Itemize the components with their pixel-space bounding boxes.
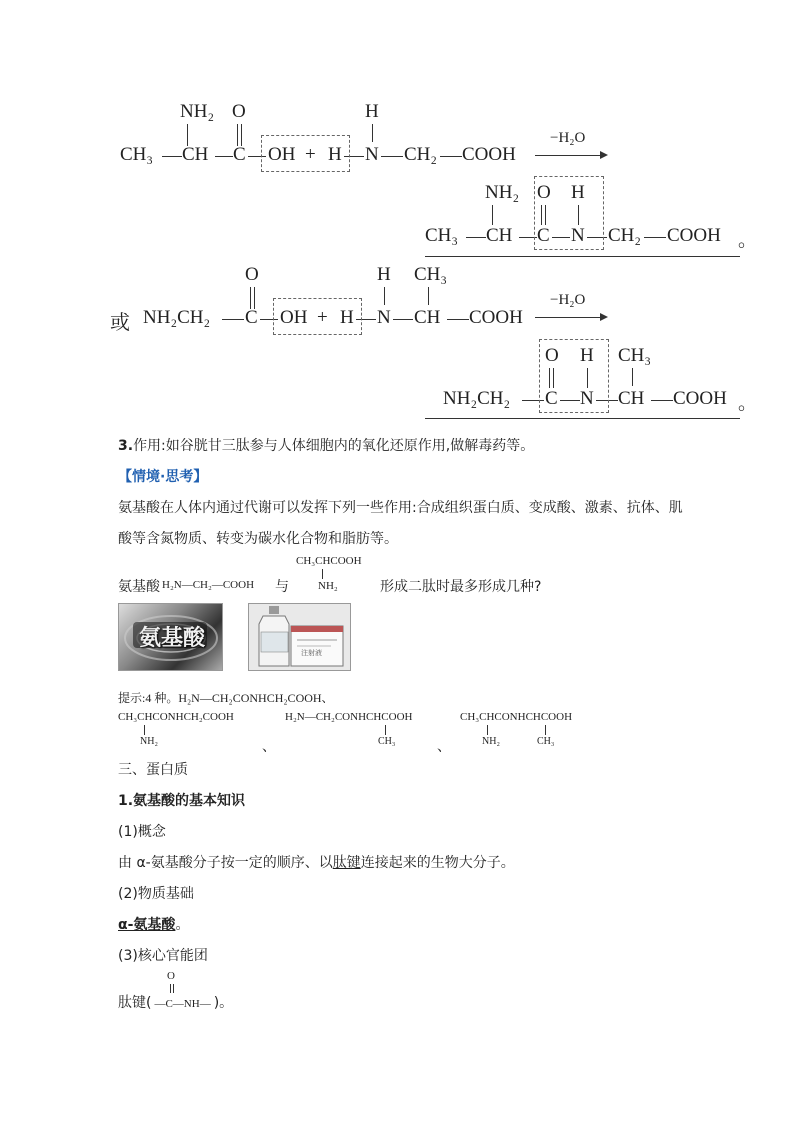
r1-hh: H — [328, 144, 342, 165]
hint-formula-3-bond-b — [545, 725, 546, 735]
r2-p-dashed-box — [539, 339, 609, 413]
protein-heading: 三、蛋白质 — [118, 762, 188, 778]
r2-arrow-head — [600, 313, 608, 321]
r2-end: 。 — [738, 393, 758, 414]
r1-p-bond — [466, 237, 486, 238]
hint-formula-2-bottom: CH₃ — [378, 736, 396, 747]
r1-p-ch3: CH₃ — [425, 225, 459, 246]
r2-hh: H — [340, 307, 354, 328]
hint-formula-1-bond — [144, 725, 145, 735]
peptide-bond-double-1 — [170, 984, 171, 993]
r1-water: −H₂O — [550, 130, 586, 146]
injection-bottle-photo — [248, 603, 351, 671]
bottle-drawing — [249, 604, 350, 670]
situation-line-1: 氨基酸在人体内通过代谢可以发挥下列一些作用:合成组织蛋白质、变成酸、激素、抗体、肌 — [118, 500, 683, 516]
r2-bond — [250, 287, 251, 309]
r1-p-c: C — [537, 225, 550, 246]
r1-bond-o1 — [237, 124, 238, 146]
r2-cooh: COOH — [469, 307, 523, 328]
r2-p-n: N — [580, 388, 594, 409]
r2-bond — [222, 319, 244, 320]
photo-text: 氨基酸 — [139, 626, 206, 651]
r1-p-bond — [644, 237, 666, 238]
r1-bond — [162, 156, 182, 157]
r2-h: H — [377, 264, 391, 285]
r1-end: 。 — [738, 230, 758, 251]
r1-bond — [215, 156, 233, 157]
peptide-bond-double-2 — [173, 984, 174, 993]
r1-p-underline — [425, 256, 740, 257]
r1-arrow-line — [535, 155, 601, 156]
section-3-text: 作用:如谷胱甘三肽参与人体细胞内的氧化还原作用,做解毒药等。 — [133, 438, 535, 454]
r2-oh: OH — [280, 307, 308, 328]
r1-o: O — [232, 101, 246, 122]
hint-formula-3-top: CH₃CHCONHCHCOOH — [460, 711, 573, 723]
r2-ch: CH — [414, 307, 441, 328]
r1-p-bond — [492, 205, 493, 225]
r1-bond-h — [372, 124, 373, 142]
r2-n: N — [377, 307, 391, 328]
hint-formula-3-bond-a — [487, 725, 488, 735]
r1-ch: CH — [182, 144, 209, 165]
situation-heading: 【情境·思考】 — [118, 469, 208, 485]
r2-p-underline — [425, 418, 740, 419]
r2-p-ch: CH — [618, 388, 645, 409]
basis-line — [118, 916, 189, 934]
situation-line-2: 酸等含氮物质、转变为碳水化合物和脂肪等。 — [118, 531, 398, 547]
r2-plus: + — [317, 307, 328, 328]
r2-water: −H₂O — [550, 292, 586, 308]
section-3-label: 3. — [118, 438, 134, 454]
question-formula-glycine: H₂N—CH₂—COOH — [162, 579, 255, 591]
r1-arrow-head — [600, 151, 608, 159]
question-prefix: 氨基酸 — [118, 579, 160, 595]
hint-sep-2: 、 — [437, 739, 451, 755]
r2-p-cooh: COOH — [673, 388, 727, 409]
r1-p-dashed-box — [534, 176, 604, 250]
r2-nh2ch2: NH₂CH₂ — [143, 307, 211, 328]
basis-end: 。 — [175, 917, 190, 933]
r1-n: N — [365, 144, 379, 165]
r2-bond — [447, 319, 469, 320]
r2-p-ch3: CH₃ — [618, 345, 652, 366]
r2-c: C — [245, 307, 258, 328]
peptide-bond-formula: —C—NH— — [154, 998, 211, 1010]
r1-bond — [440, 156, 462, 157]
r1-bond-nh2 — [187, 124, 188, 146]
bottle-label: 注射液 — [301, 649, 322, 657]
concept-key: 肽键 — [332, 855, 361, 871]
hint-formula-2-bond — [385, 725, 386, 735]
r2-dashed-box — [273, 298, 362, 335]
r1-ch3: CH₃ — [120, 144, 154, 165]
r1-c: C — [233, 144, 246, 165]
r1-p-ch: CH — [486, 225, 513, 246]
hint-formula-3-bottom-b: CH₃ — [537, 736, 555, 747]
r2-o: O — [245, 264, 259, 285]
r2-ch3: CH₃ — [414, 264, 448, 285]
r2-bond — [393, 319, 413, 320]
r2-arrow-line — [535, 317, 601, 318]
protein-sub-1: 1.氨基酸的基本知识 — [118, 793, 246, 809]
r2-p-nh2ch2: NH₂CH₂ — [443, 388, 511, 409]
r1-p-cooh: COOH — [667, 225, 721, 246]
r1-bond — [381, 156, 403, 157]
r2-bond — [254, 287, 255, 309]
r1-dashed-box — [261, 135, 350, 172]
basis-value: α-氨基酸 — [118, 917, 176, 933]
r1-nh2: NH₂ — [180, 101, 215, 122]
r1-h: H — [365, 101, 379, 122]
concept-label: (1)概念 — [118, 824, 166, 840]
basis-label: (2)物质基础 — [118, 886, 194, 902]
peptide-bond-line — [118, 994, 233, 1013]
r2-bond — [384, 287, 385, 305]
concept-pre: 由 α-氨基酸分子按一定的顺序、以 — [118, 855, 333, 871]
question-formula-alanine-top: CH₃CHCOOH — [296, 555, 362, 567]
r2-p-c: C — [545, 388, 558, 409]
peptide-bond-pre: 肽键( — [118, 995, 152, 1011]
r1-p-nh2: NH₂ — [485, 182, 520, 203]
question-formula-alanine-bond — [322, 569, 323, 579]
r2-p-bond — [632, 368, 633, 386]
concept-line — [118, 854, 515, 872]
question-suffix: 形成二肽时最多形成几种? — [380, 579, 542, 595]
question-formula-alanine-bottom: NH₂ — [318, 580, 338, 592]
r1-plus: + — [305, 144, 316, 165]
r1-oh: OH — [268, 144, 296, 165]
r1-p-n: N — [571, 225, 585, 246]
group-label: (3)核心官能团 — [118, 948, 208, 964]
question-with: 与 — [275, 579, 289, 595]
r1-bond-o2 — [241, 124, 242, 146]
r1-cooh: COOH — [462, 144, 516, 165]
peptide-bond-post: )。 — [213, 995, 234, 1011]
hint-formula-3-bottom-a: NH₂ — [482, 736, 500, 747]
r1-p-o: O — [537, 182, 551, 203]
r2-p-bond — [651, 400, 673, 401]
hint-prefix: 提示:4 种。H₂N—CH₂CONHCH₂COOH、 — [118, 691, 334, 705]
peptide-bond-o: O — [167, 970, 175, 982]
r2-p-o: O — [545, 345, 559, 366]
r1-p-h: H — [571, 182, 585, 203]
hint-sep-1: 、 — [262, 739, 276, 755]
hint-formula-2-top: H₂N—CH₂CONHCHCOOH — [285, 711, 413, 723]
hint-formula-1-bottom: NH₂ — [140, 736, 158, 747]
r2-or: 或 — [110, 310, 130, 334]
r1-ch2: CH₂ — [404, 144, 438, 165]
r2-p-h: H — [580, 345, 594, 366]
r2-bond — [428, 287, 429, 305]
r1-p-ch2: CH₂ — [608, 225, 642, 246]
hint-formula-1-top: CH₃CHCONHCH₂COOH — [118, 711, 234, 723]
amino-acid-product-photo — [118, 603, 223, 671]
section-3-line — [118, 437, 534, 455]
concept-post: 连接起来的生物大分子。 — [360, 855, 515, 871]
